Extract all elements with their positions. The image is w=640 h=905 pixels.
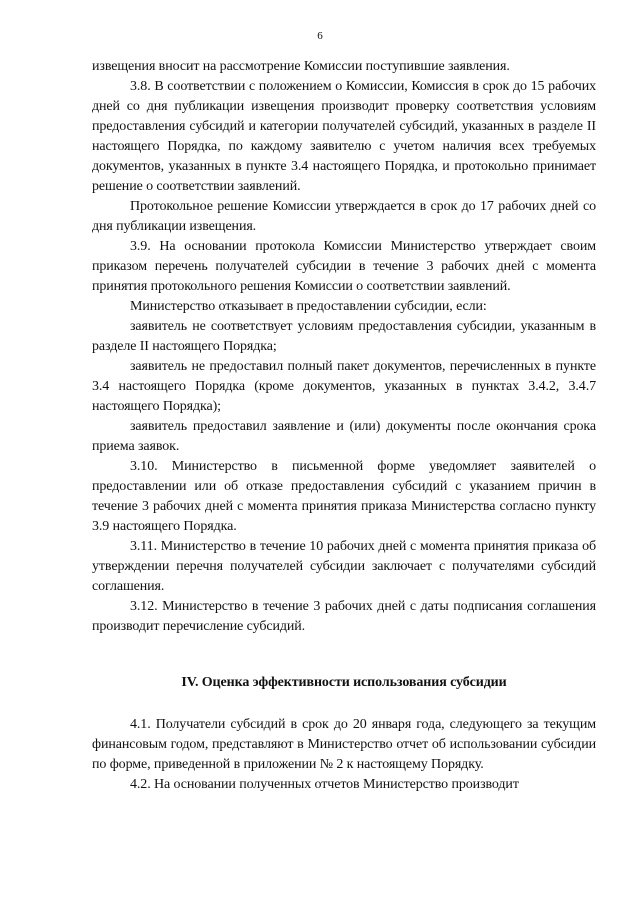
paragraph-4-1: 4.1. Получатели субсидий в срок до 20 января года, следующего за текущим финансовым годом, представляют в Министерство отчет об использовании субсидии по форме, приведенной в приложении № 2 к настоящему Порядку. xyxy=(92,717,596,772)
paragraph-protocol: Протокольное решение Комиссии утверждается в срок до 17 рабочих дней со дня публикации извещения. xyxy=(92,199,596,234)
paragraph-refusal-3: заявитель предоставил заявление и (или) документы после окончания срока приема заявок. xyxy=(92,419,596,454)
paragraph-refusal: Министерство отказывает в предоставлении субсидии, если: xyxy=(130,299,487,314)
paragraphs-before-heading xyxy=(92,57,596,637)
paragraph-4-2: 4.2. На основании полученных отчетов Министерство производит xyxy=(130,777,519,792)
document-body xyxy=(92,57,596,795)
paragraphs-after-heading xyxy=(92,715,596,795)
paragraph-3-9: 3.9. На основании протокола Комиссии Министерство утверждает своим приказом перечень получателей субсидии в течение 3 рабочих дней с момента принятия протокольного решения Комиссии о соответствии заявлений. xyxy=(92,239,596,294)
paragraph-3-10: 3.10. Министерство в письменной форме уведомляет заявителей о предоставлении или об отказе предоставления субсидий с указанием причин в течение 3 рабочих дней с момента принятия приказа Министерства согласно пункту 3.9 настоящего Порядка. xyxy=(92,459,596,534)
paragraph-continuation: извещения вносит на рассмотрение Комиссии поступившие заявления. xyxy=(92,59,510,74)
paragraph-3-12: 3.12. Министерство в течение 3 рабочих дней с даты подписания соглашения производит перечисление субсидий. xyxy=(92,599,596,634)
section-heading: IV. Оценка эффективности использования субсидии xyxy=(181,675,507,690)
paragraph-3-11: 3.11. Министерство в течение 10 рабочих дней с момента принятия приказа об утверждении перечня получателей субсидии заключает с получателями субсидий соглашения. xyxy=(92,539,596,594)
paragraph-3-8: 3.8. В соответствии с положением о Комиссии, Комиссия в срок до 15 рабочих дней со дня публикации извещения производит проверку соответствия условиям предоставления субсидий и категории получателей субсидий, указанных в разделе II настоящего Порядка, по каждому заявителю с учетом наличия всех требуемых документов, указанных в пункте 3.4 настоящего Порядка, и протокольно принимает решение о соответствии заявлений. xyxy=(92,79,596,194)
paragraph-refusal-1: заявитель не соответствует условиям предоставления субсидии, указанным в разделе II настоящего Порядка; xyxy=(92,319,596,354)
page-number: 6 xyxy=(317,30,323,42)
paragraph-refusal-2: заявитель не предоставил полный пакет документов, перечисленных в пункте 3.4 настоящего Порядка (кроме документов, указанных в пунктах 3.4.2, 3.4.7 настоящего Порядка); xyxy=(92,359,596,414)
